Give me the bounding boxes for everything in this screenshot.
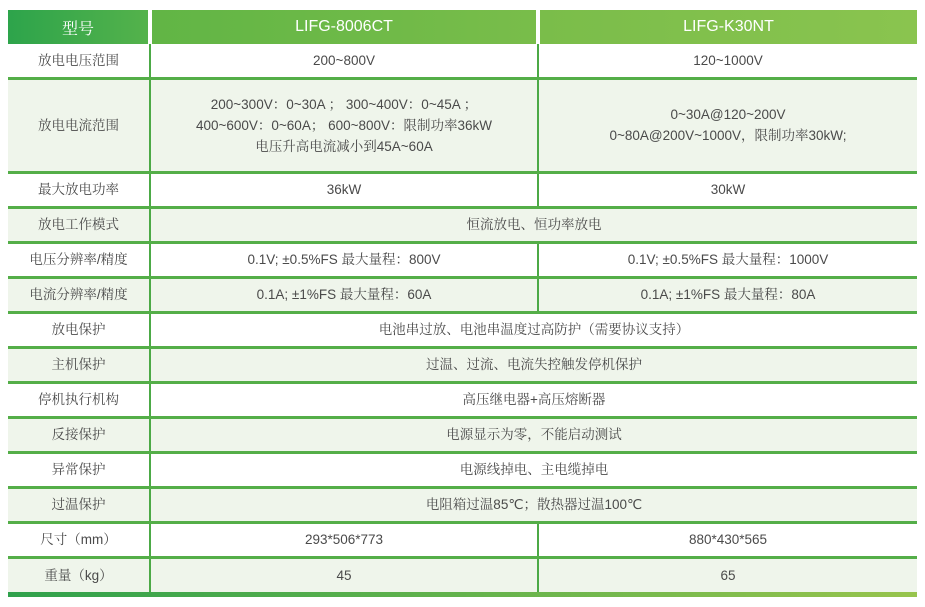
row-label: 放电电压范围: [8, 44, 150, 78]
cell-span-both-models: 电源线掉电、主电缆掉电: [150, 452, 917, 487]
row-label: 反接保护: [8, 417, 150, 452]
cell-lifg-8006ct: 45: [150, 557, 538, 592]
cell-span-both-models: 电阻箱过温85℃；散热器过温100℃: [150, 487, 917, 522]
cell-text-line: 400~600V：0~60A； 600~800V：限制功率36kW: [195, 117, 493, 133]
cell-lifg-8006ct: 200~800V: [150, 44, 538, 78]
table-row-discharge-work-mode: [8, 207, 917, 242]
cell-text-line: 电压升高电流减小到45A~60A: [255, 138, 433, 154]
row-label: 主机保护: [8, 347, 150, 382]
header-cell-lifg-k30nt: LIFG-K30NT: [538, 10, 917, 44]
spec-table: [8, 10, 917, 592]
row-label: 尺寸（mm）: [8, 522, 150, 557]
cell-lifg-k30nt: 30kW: [538, 172, 917, 207]
row-label: 放电保护: [8, 312, 150, 347]
table-row-discharge-voltage-range: [8, 44, 917, 78]
table-row-max-discharge-power: [8, 172, 917, 207]
table-row-reverse-connection-protection: [8, 417, 917, 452]
table-row-weight: [8, 557, 917, 592]
header-cell-model-label: 型号: [8, 10, 150, 44]
table-row-current-resolution-accuracy: [8, 277, 917, 312]
row-label: 异常保护: [8, 452, 150, 487]
table-bottom-accent-bar: [8, 592, 917, 597]
table-row-abnormal-protection: [8, 452, 917, 487]
table-row-overtemp-protection: [8, 487, 917, 522]
row-label: 重量（kg）: [8, 557, 150, 592]
cell-lifg-k30nt: 120~1000V: [538, 44, 917, 78]
cell-lifg-k30nt: 0.1V; ±0.5%FS 最大量程：1000V: [538, 242, 917, 277]
cell-lifg-8006ct: 293*506*773: [150, 522, 538, 557]
table-row-discharge-current-range: [8, 78, 917, 172]
table-row-dimensions: [8, 522, 917, 557]
cell-span-both-models: 高压继电器+高压熔断器: [150, 382, 917, 417]
cell-span-both-models: 过温、过流、电流失控触发停机保护: [150, 347, 917, 382]
cell-lifg-8006ct: 0.1A; ±1%FS 最大量程：60A: [150, 277, 538, 312]
table-row-voltage-resolution-accuracy: [8, 242, 917, 277]
cell-text-line: 0~80A@200V~1000V，限制功率30kW;: [609, 128, 847, 143]
row-label: 放电电流范围: [8, 78, 150, 172]
cell-lifg-k30nt: 880*430*565: [538, 522, 917, 557]
row-label: 电压分辨率/精度: [8, 242, 150, 277]
row-label: 放电工作模式: [8, 207, 150, 242]
cell-lifg-k30nt: [538, 78, 917, 172]
header-row: [8, 10, 917, 44]
row-label: 电流分辨率/精度: [8, 277, 150, 312]
cell-lifg-8006ct: [150, 78, 538, 172]
header-cell-lifg-8006ct: LIFG-8006CT: [150, 10, 538, 44]
cell-span-both-models: 电池串过放、电池串温度过高防护（需要协议支持）: [150, 312, 917, 347]
table-row-shutdown-mechanism: [8, 382, 917, 417]
cell-span-both-models: 恒流放电、恒功率放电: [150, 207, 917, 242]
cell-lifg-8006ct: 36kW: [150, 172, 538, 207]
cell-text-line: 200~300V：0~30A ； 300~400V：0~45A ；: [210, 96, 478, 112]
cell-lifg-8006ct: 0.1V; ±0.5%FS 最大量程：800V: [150, 242, 538, 277]
cell-lifg-k30nt: 0.1A; ±1%FS 最大量程：80A: [538, 277, 917, 312]
row-label: 停机执行机构: [8, 382, 150, 417]
cell-span-both-models: 电源显示为零，不能启动测试: [150, 417, 917, 452]
row-label: 过温保护: [8, 487, 150, 522]
table-row-host-protection: [8, 347, 917, 382]
cell-text-line: 0~30A@120~200V: [670, 107, 786, 122]
row-label: 最大放电功率: [8, 172, 150, 207]
cell-lifg-k30nt: 65: [538, 557, 917, 592]
table-row-discharge-protection: [8, 312, 917, 347]
